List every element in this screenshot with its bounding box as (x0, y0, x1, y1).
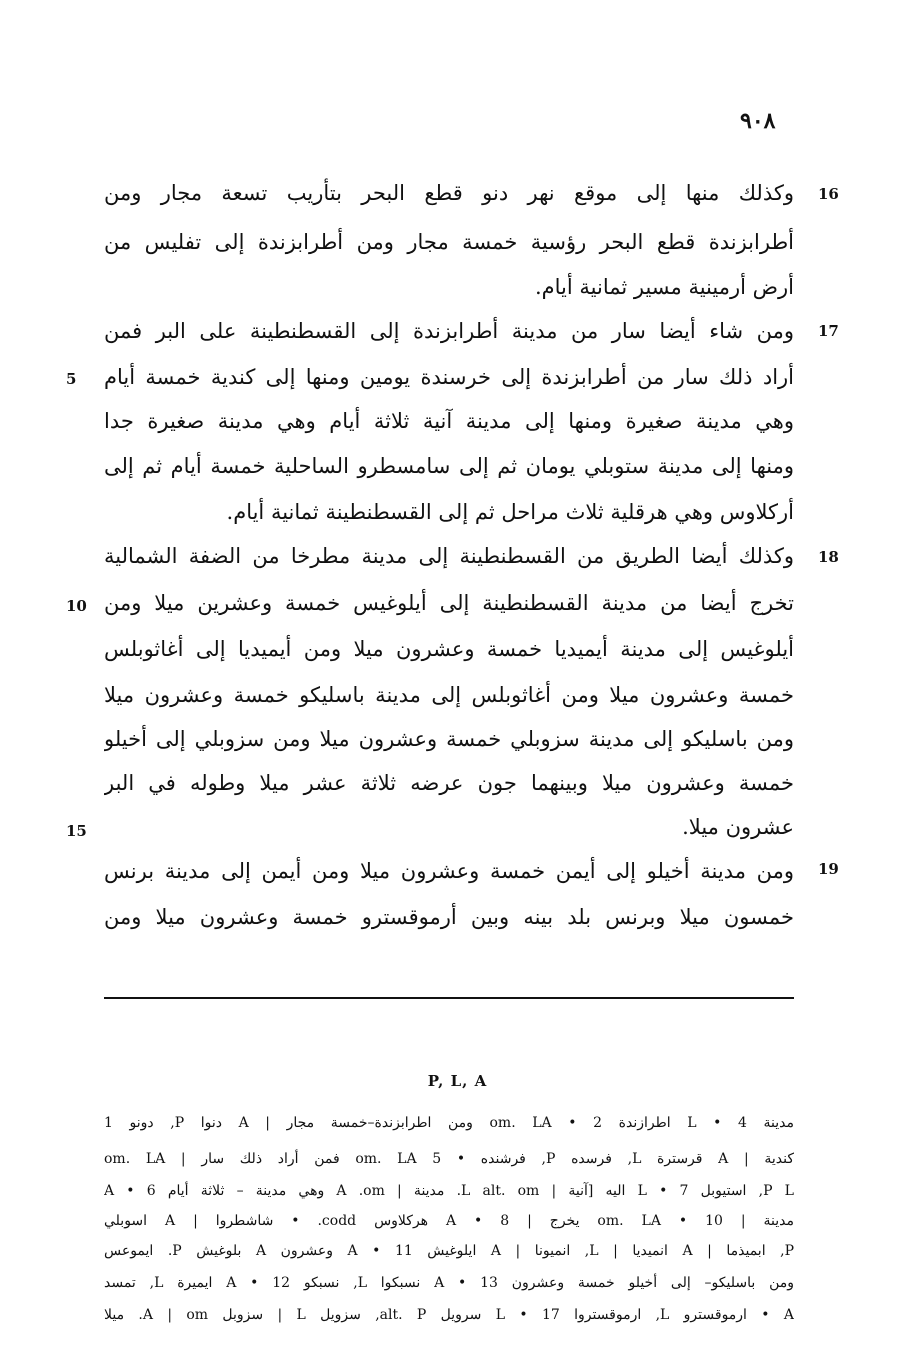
text-line: وكذلك أيضا الطريق من القسطنطينة إلى مدينة مطرخا من الضفة الشمالية (104, 544, 794, 568)
apparatus-sigla: P, L, A (427, 1072, 488, 1090)
margin-line-number: 15 (66, 822, 87, 840)
apparatus-line: مدينة 4 • L اطرازندة 2 • om. LA ومن اطرابزندة–خمسة مجار | A دنوا P, دونو 1 (104, 1115, 794, 1131)
text-line: خمسة وعشرون ميلا ومن أغاثوبلس إلى مدينة باسليكو خمسة وعشرون ميلا (104, 683, 794, 707)
paragraph-number: 17 (818, 322, 839, 340)
text-line: ومنها إلى مدينة ستوبلي يومان ثم إلى سامسطرو الساحلية خمسة أيام ثم إلى (104, 454, 794, 478)
text-line: عشرون ميلا. (682, 815, 794, 839)
text-line: أيلوغيس إلى مدينة أيميديا خمسة وعشرون ميلا ومن أيميديا إلى أغاثوبلس (104, 637, 794, 661)
apparatus-line: مدينة | om. LA • 10 يخرج | A • 8 هركلاوس codd. • شاشطروا | A اسوبلي (104, 1213, 794, 1229)
footnote-divider (104, 997, 794, 999)
text-line: ومن مدينة أخيلو إلى أيمن خمسة وعشرون ميلا ومن أيمن إلى مدينة برنس (104, 859, 794, 883)
paragraph-number: 19 (818, 860, 839, 878)
paragraph-number: 16 (818, 185, 839, 203)
text-line: تخرج أيضا من مدينة القسطنطينة إلى أيلوغيس خمسة وعشرين ميلا ومن (104, 591, 794, 615)
page-number: ٩٠٨ (740, 108, 776, 134)
paragraph-number: 18 (818, 548, 839, 566)
apparatus-line: P, ابميذما | A انميديا | L, انميونا | A ايلوغيش 11 • A وعشرون A بلوغيش P. ايموعس (104, 1243, 794, 1259)
text-line: خمسون ميلا وبرنس بلد بينه وبين أرموقسترو خمسة وعشرون ميلا ومن (104, 905, 794, 929)
text-line: وكذلك منها إلى موقع نهر دنو قطع البحر بتأريب تسعة مجار ومن (104, 181, 794, 205)
text-line: أطرابزندة قطع البحر رؤسية خمسة مجار ومن أطرابزندة إلى تفليس من (104, 230, 794, 254)
text-line: خمسة وعشرون ميلا وبينهما جون عرضه ثلاثة عشر ميلا وطوله في البر (104, 771, 794, 795)
margin-line-number: 10 (66, 597, 87, 615)
apparatus-line: A • ارموقسترو L, ارموقستروا 17 • L سرويل alt. P, سزويل L | سزوبل A | om. ميلا (104, 1307, 794, 1323)
text-line: ومن شاء أيضا سار من مدينة أطرابزندة إلى القسطنطينة على البر فمن (104, 319, 794, 343)
text-line: وهي مدينة صغيرة ومنها إلى مدينة آنية ثلاثة أيام وهي مدينة صغيرة جدا (104, 409, 794, 433)
text-line: ومن باسليكو إلى مدينة سزوبلي خمسة وعشرون ميلا ومن سزوبلي إلى أخيلو (104, 727, 794, 751)
apparatus-line: كندية | A قرسترة L, فرسده P, فرشنده • 5 om. LA فمن أراد ذلك سار | om. LA (104, 1151, 794, 1167)
apparatus-line: ومن باسليكو– إلى أخيلو خمسة وعشرون 13 • A نسبكوا L, نسبكو 12 • A ايميرة L, تمسد (104, 1275, 794, 1291)
apparatus-line: P L, استيوبل 7 • L اليه [آنية | L alt. om. مدينة | A .om وهي مدينة – ثلاثة أيام 6 • A (104, 1183, 794, 1199)
margin-line-number: 5 (66, 370, 77, 388)
text-line: أراد ذلك سار من أطرابزندة إلى خرسندة يومين ومنها إلى كندية خمسة أيام (104, 365, 794, 389)
text-line: أركلاوس وهي هرقلية ثلاث مراحل ثم إلى القسطنطينة ثمانية أيام. (226, 500, 794, 524)
text-line: أرض أرمينية مسير ثمانية أيام. (534, 275, 794, 299)
